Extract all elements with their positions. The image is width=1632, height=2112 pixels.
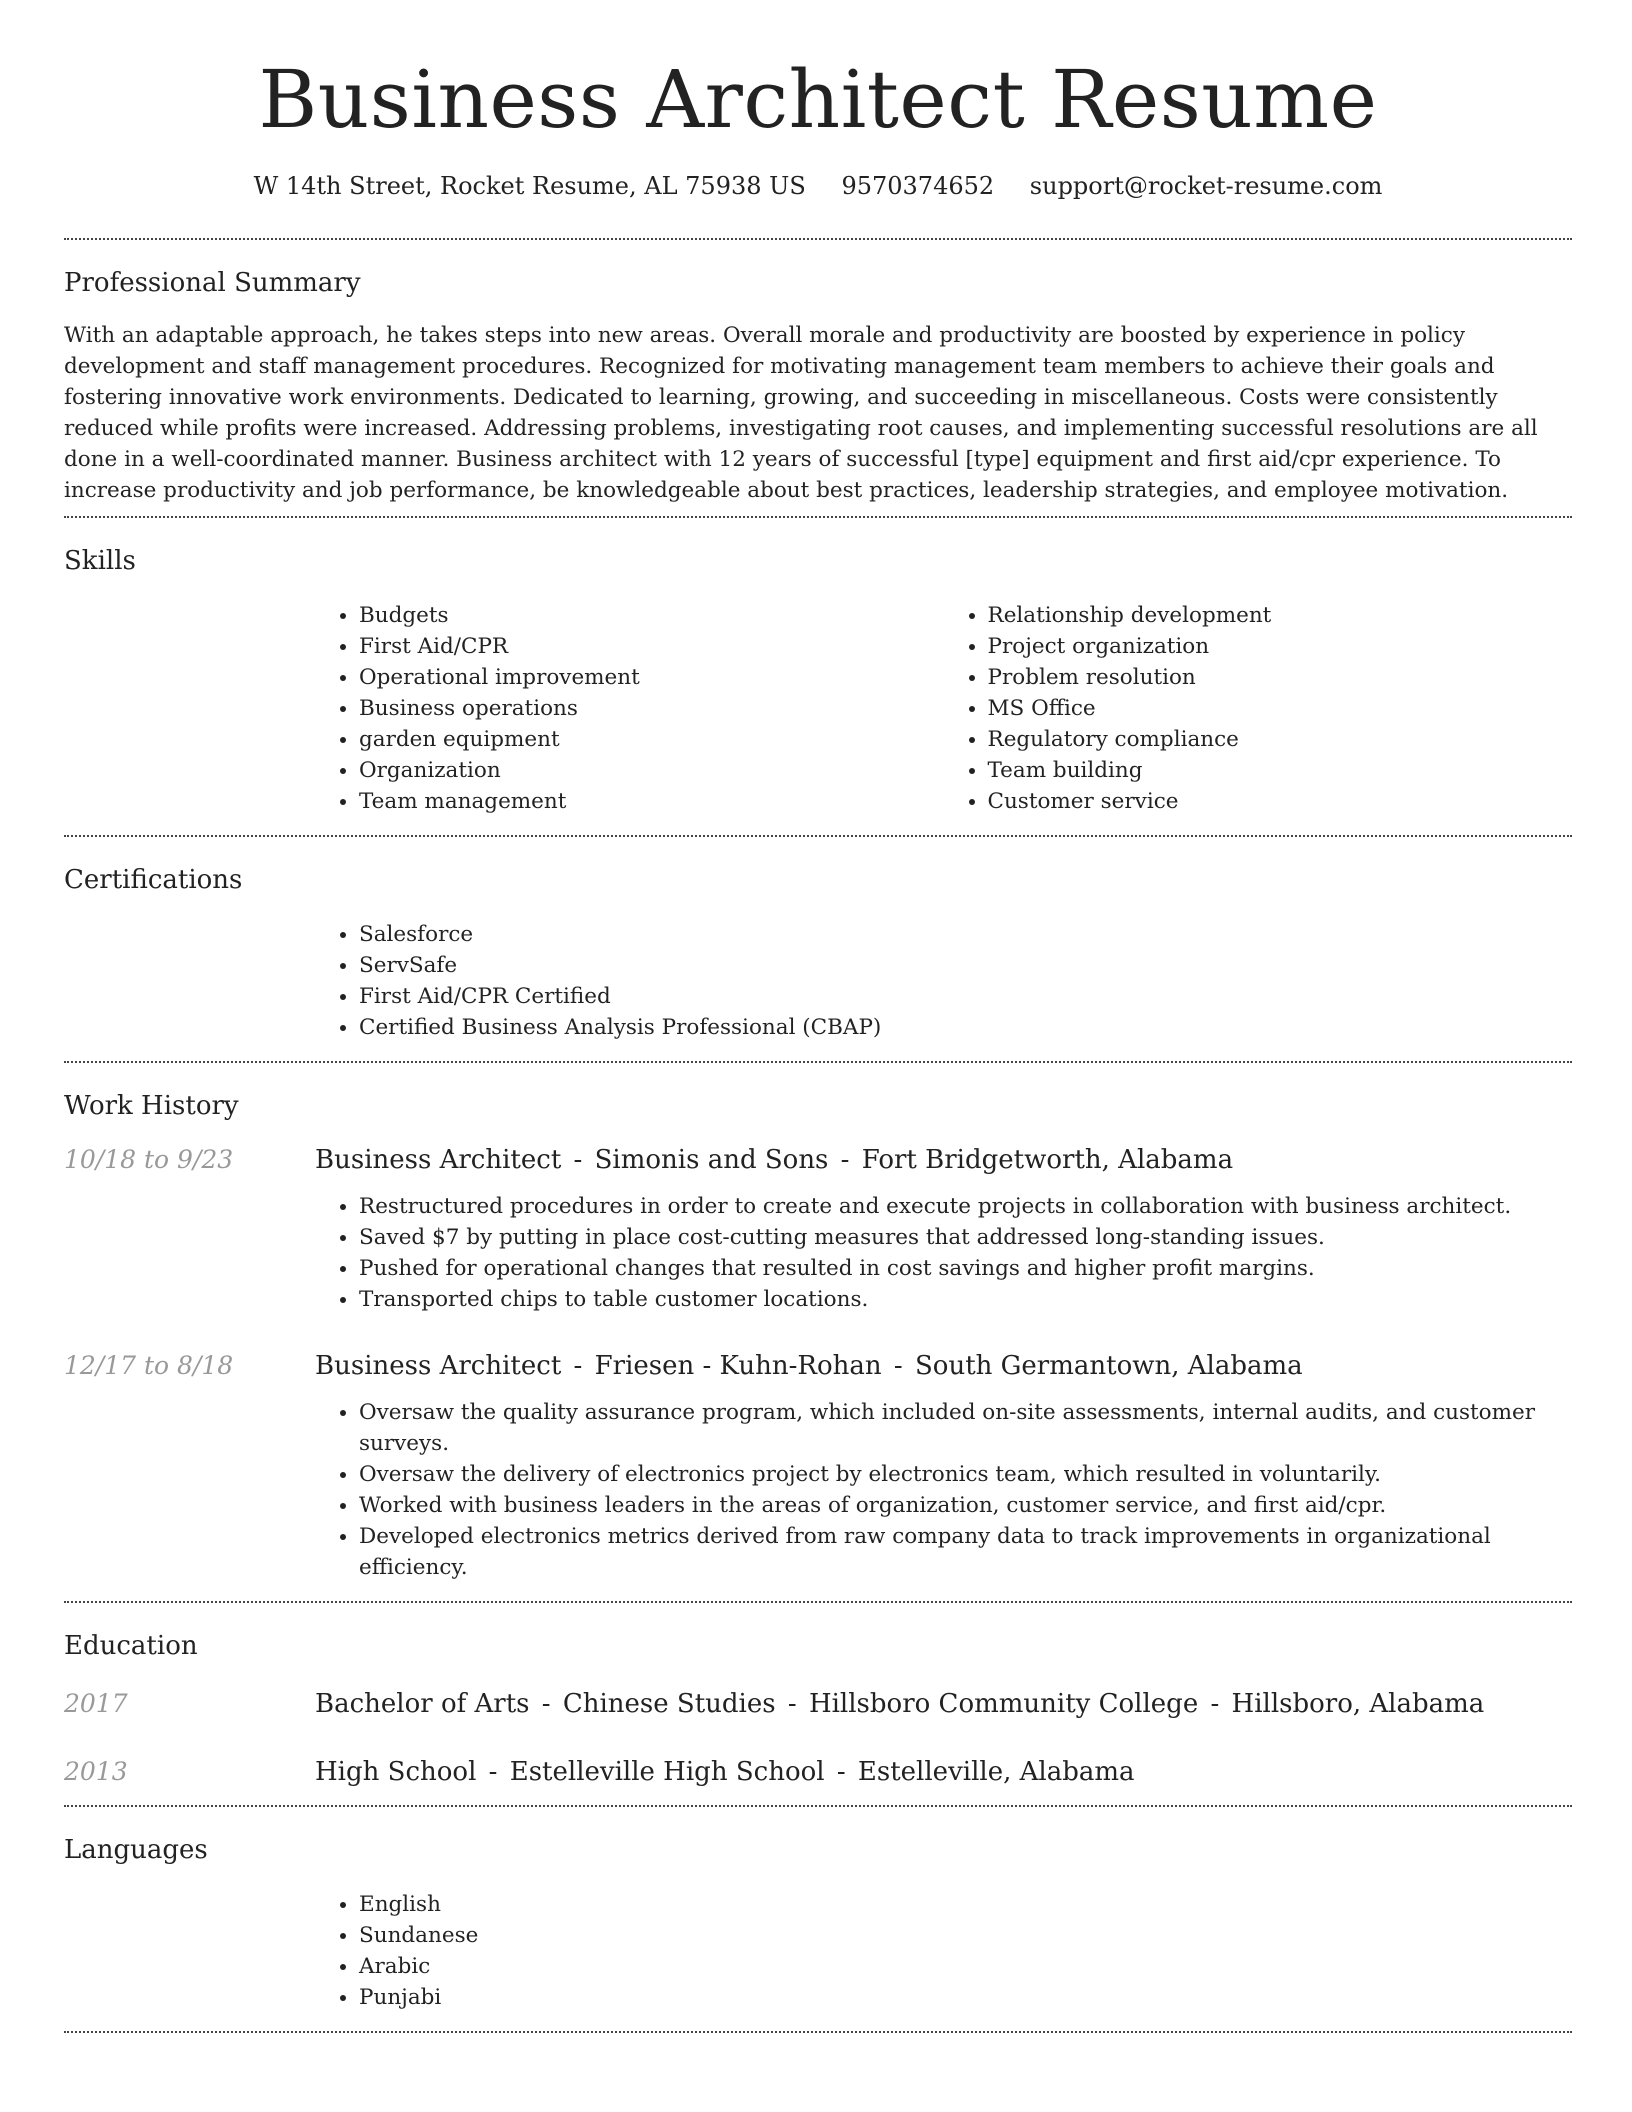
- skill-item: • Problem resolution: [988, 662, 1573, 693]
- job-location: South Germantown, Alabama: [914, 1351, 1303, 1381]
- summary-text: With an adaptable approach, he takes steps into new areas. Overall morale and productivity are boosted by experience in policy development and staff management procedures. Recognized for motivating management team members to achieve their goals and fostering innovative work environments. Dedicated to learning, growing, and succeeding in miscellaneous. Costs were consistently reduced while profits were increased. Addressing problems, investigating root causes, and implementing successful resolutions are all done in a well-coordinated manner. Business architect with 12 years of successful [type] equipment and first aid/cpr experience. To increase productivity and job performance, be knowledgeable about best practices, leadership strategies, and employee motivation.: [64, 323, 1538, 503]
- separator: -: [836, 1757, 846, 1787]
- certification-item: • ServSafe: [359, 950, 1572, 981]
- work-bullets: [315, 1191, 1572, 1315]
- work-history-section: [64, 1063, 1572, 1601]
- degree: Bachelor of Arts: [315, 1689, 530, 1719]
- education-entry: [64, 1687, 1572, 1721]
- education-entry-header: [315, 1687, 1572, 1721]
- work-bullets: [315, 1397, 1572, 1583]
- school: Hillsboro Community College: [808, 1689, 1199, 1719]
- language-item: • Punjabi: [359, 1982, 1572, 2013]
- languages-list: [315, 1889, 1572, 2013]
- work-bullet: • Pushed for operational changes that resulted in cost savings and higher profit margins.: [359, 1253, 1572, 1284]
- work-bullet: • Developed electronics metrics derived from raw company data to track improvements in organizational efficiency.: [359, 1521, 1572, 1583]
- skill-item: • Regulatory compliance: [988, 724, 1573, 755]
- skill-item: • Budgets: [359, 600, 944, 631]
- languages-section: [64, 1807, 1572, 2031]
- separator: -: [573, 1145, 583, 1175]
- languages-list-block: [315, 1889, 1572, 2031]
- skills-list-left: [315, 600, 944, 817]
- language-item: • Sundanese: [359, 1920, 1572, 1951]
- work-dates: 12/17 to 8/18: [64, 1351, 234, 1380]
- work-bullet: • Oversaw the delivery of electronics project by electronics team, which resulted in voluntarily.: [359, 1459, 1572, 1490]
- certification-item: • Certified Business Analysis Professional (CBAP): [359, 1012, 1572, 1043]
- separator: -: [573, 1351, 583, 1381]
- divider: [64, 2031, 1572, 2033]
- job-title: Business Architect: [315, 1351, 562, 1381]
- certifications-section: [64, 837, 1572, 1061]
- separator: -: [1210, 1689, 1220, 1719]
- education-entry-header: [315, 1755, 1572, 1789]
- resume-page: [64, 0, 1572, 2033]
- certifications-list: [315, 919, 1572, 1043]
- languages-heading: Languages: [64, 1835, 208, 1865]
- work-entry-header: [315, 1349, 1572, 1383]
- certifications-heading: Certifications: [64, 865, 243, 895]
- work-history-heading: Work History: [64, 1091, 239, 1121]
- skill-item: • Organization: [359, 755, 944, 786]
- degree: High School: [315, 1757, 477, 1787]
- skills-list-right: [944, 600, 1573, 817]
- work-bullet: • Restructured procedures in order to create and execute projects in collaboration with business architect.: [359, 1191, 1572, 1222]
- school: Estelleville High School: [509, 1757, 825, 1787]
- skill-item: • Operational improvement: [359, 662, 944, 693]
- skill-item: • Team management: [359, 786, 944, 817]
- skills-heading: Skills: [64, 546, 136, 576]
- work-bullet: • Saved $7 by putting in place cost-cutting measures that addressed long-standing issues.: [359, 1222, 1572, 1253]
- work-bullet: • Oversaw the quality assurance program, which included on-site assessments, internal audits, and customer surveys.: [359, 1397, 1572, 1459]
- separator: -: [893, 1351, 903, 1381]
- education-heading: Education: [64, 1631, 198, 1661]
- skill-item: • Team building: [988, 755, 1573, 786]
- certification-item: • Salesforce: [359, 919, 1572, 950]
- education-entry: [64, 1755, 1572, 1789]
- work-bullet: • Transported chips to table customer locations.: [359, 1284, 1572, 1315]
- education-year: 2013: [64, 1757, 128, 1786]
- language-item: • Arabic: [359, 1951, 1572, 1982]
- summary-section: [64, 240, 1572, 506]
- email: support@rocket-resume.com: [1029, 172, 1383, 200]
- contact-info: [64, 168, 1572, 204]
- separator: -: [787, 1689, 797, 1719]
- education-year: 2017: [64, 1689, 128, 1718]
- skill-item: • Project organization: [988, 631, 1573, 662]
- skill-item: • Business operations: [359, 693, 944, 724]
- skill-item: • Relationship development: [988, 600, 1573, 631]
- school-location: Estelleville, Alabama: [857, 1757, 1135, 1787]
- skill-item: • MS Office: [988, 693, 1573, 724]
- skill-item: • garden equipment: [359, 724, 944, 755]
- field-of-study: Chinese Studies: [562, 1689, 776, 1719]
- separator: -: [541, 1689, 551, 1719]
- separator: -: [488, 1757, 498, 1787]
- education-section: [64, 1603, 1572, 1805]
- summary-heading: Professional Summary: [64, 268, 361, 298]
- work-entry: [64, 1143, 1572, 1315]
- work-entry-header: [315, 1143, 1572, 1177]
- certifications-list-block: [315, 919, 1572, 1061]
- work-dates: 10/18 to 9/23: [64, 1145, 234, 1174]
- address: W 14th Street, Rocket Resume, AL 75938 US: [253, 172, 806, 200]
- certification-item: • First Aid/CPR Certified: [359, 981, 1572, 1012]
- company: Friesen - Kuhn-Rohan: [594, 1351, 882, 1381]
- job-location: Fort Bridgetworth, Alabama: [861, 1145, 1234, 1175]
- page-title: Business Architect Resume: [258, 53, 1378, 146]
- work-entry: [64, 1349, 1572, 1583]
- phone: 9570374652: [841, 172, 995, 200]
- separator: -: [840, 1145, 850, 1175]
- skills-grid: [315, 600, 1572, 835]
- skill-item: • First Aid/CPR: [359, 631, 944, 662]
- work-bullet: • Worked with business leaders in the areas of organization, customer service, and first aid/cpr.: [359, 1490, 1572, 1521]
- job-title: Business Architect: [315, 1145, 562, 1175]
- skill-item: • Customer service: [988, 786, 1573, 817]
- school-location: Hillsboro, Alabama: [1231, 1689, 1485, 1719]
- company: Simonis and Sons: [594, 1145, 829, 1175]
- skills-section: [64, 518, 1572, 835]
- language-item: • English: [359, 1889, 1572, 1920]
